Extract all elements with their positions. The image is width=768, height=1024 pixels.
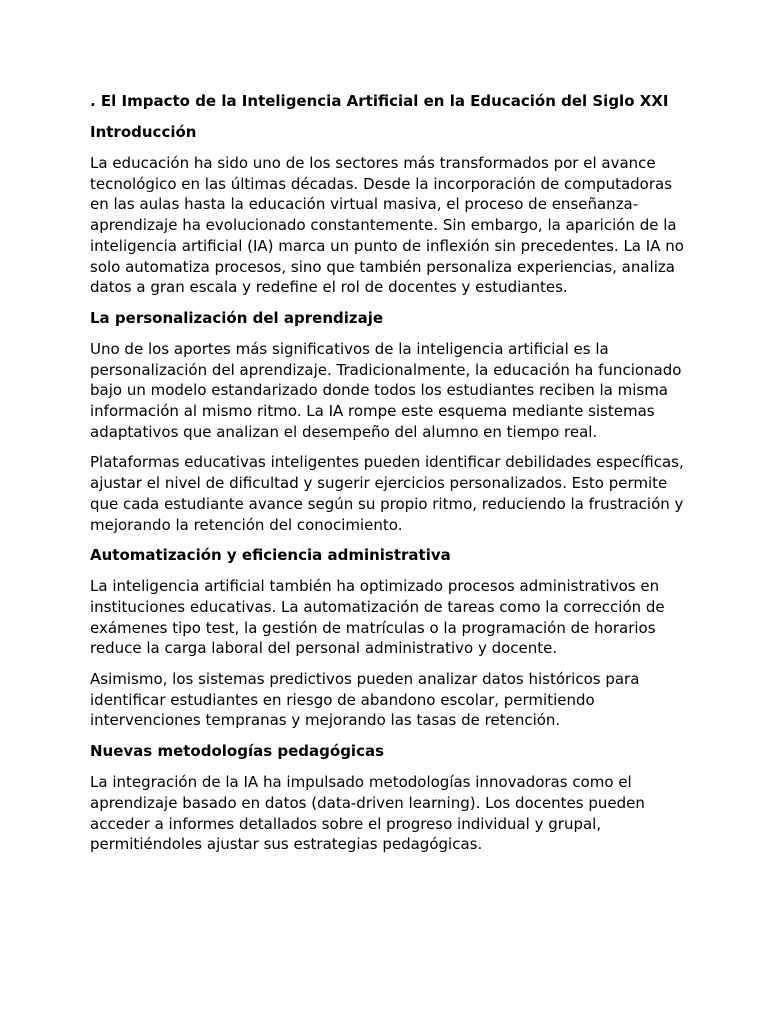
paragraph: Uno de los aportes más significativos de la inteligencia artificial es la personalización del aprendizaje. Tradicionalmente, la educación ha funcionado bajo un modelo estandarizado donde todos los estudiantes reciben la misma información al mismo ritmo. La IA rompe este esquema mediante sistemas adaptativos que analizan el desempeño del alumno en tiempo real. — [90, 339, 682, 441]
document-title: . El Impacto de la Inteligencia Artificial en la Educación del Siglo XXI — [90, 92, 669, 110]
section-heading: Nuevas metodologías pedagógicas — [90, 742, 385, 761]
section-heading: Automatización y eficiencia administrativa — [90, 546, 451, 565]
paragraph: Plataformas educativas inteligentes pueden identificar debilidades específicas, ajustar el nivel de dificultad y sugerir ejercicios personalizados. Esto permite que cada estudiante avance según su propio ritmo, reduciendo la frustración y mejorando la retención del conocimiento. — [90, 453, 684, 534]
section-metodologias — [90, 741, 688, 855]
paragraph: La integración de la IA ha impulsado metodologías innovadoras como el aprendizaje basado en datos (data-driven learning). Los docentes pueden acceder a informes detallados sobre el progreso individual y grupal, permitiéndoles ajustar sus estrategias pedagógicas. — [90, 773, 645, 854]
section-introduccion — [90, 122, 688, 298]
section-heading: Introducción — [90, 123, 197, 141]
paragraph: Asimismo, los sistemas predictivos pueden analizar datos históricos para identificar estudiantes en riesgo de abandono escolar, permitiendo intervenciones tempranas y mejorando las tasas de retención. — [90, 670, 640, 730]
section-automatizacion — [90, 545, 688, 731]
paragraph: La inteligencia artificial también ha optimizado procesos administrativos en instituciones educativas. La automatización de tareas como la corrección de exámenes tipo test, la gestión de matrículas o la programación de horarios reduce la carga laboral del personal administrativo y docente. — [90, 577, 665, 658]
section-heading: La personalización del aprendizaje — [90, 308, 384, 327]
section-personalizacion — [90, 308, 688, 535]
paragraph: La educación ha sido uno de los sectores más transformados por el avance tecnológico en las últimas décadas. Desde la incorporación de computadoras en las aulas hasta la educación virtual masiva, el proceso de enseñanza-aprendizaje ha evolucionado constantemente. Sin embargo, la aparición de la inteligencia artificial (IA) marca un punto de inflexión sin precedentes. La IA no solo automatiza procesos, sino que también personaliza experiencias, analiza datos a gran escala y redefine el rol de docentes y estudiantes. — [90, 154, 684, 297]
